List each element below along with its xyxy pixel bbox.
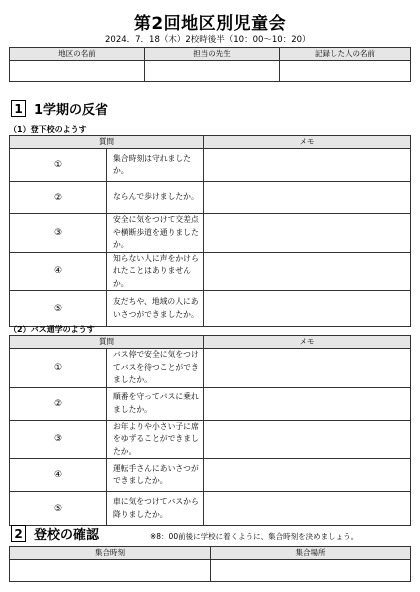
table-row [10,459,411,492]
memo-field[interactable] [204,182,411,214]
memo-field[interactable] [204,252,411,291]
question-text: 車に気をつけてバスから降りましたか。 [107,492,204,526]
section2-heading [11,524,99,543]
col-question: 質問 [10,336,204,349]
col-teacher: 担当の先生 [145,48,280,61]
section2-number: 2 [11,525,26,542]
table-row [10,420,411,459]
question-text: 安全に気をつけて交差点や横断歩道を通りましたか。 [107,214,204,253]
col-meeting-place: 集合場所 [211,547,411,560]
date-line: 2024．7．18（木）2校時後半（10：00～10：20） [105,35,311,45]
row-number: ⑤ [10,492,107,526]
table-row [10,291,411,327]
row-number: ② [10,387,107,420]
memo-field[interactable] [204,291,411,327]
row-number: ① [10,349,107,388]
table-row [10,182,411,214]
row-number: ① [10,149,107,182]
question-text: 集合時刻は守れましたか。 [107,149,204,182]
col-area-name: 地区の名前 [10,48,145,61]
question-text: 運転手さんにあいさつができましたか。 [107,459,204,492]
table-row [10,214,411,253]
meeting-table [9,546,411,582]
question-text: ならんで歩けましたか。 [107,182,204,214]
question-text: お年よりや小さい子に席をゆずることができましたか。 [107,420,204,459]
section1-heading [11,99,108,118]
memo-field[interactable] [204,420,411,459]
row-number: ④ [10,252,107,291]
page-title: 第2回地区別児童会 [133,14,287,34]
col-meeting-time: 集合時刻 [10,547,211,560]
section1-title: 1学期の反省 [34,103,109,118]
row-number: ② [10,182,107,214]
memo-field[interactable] [204,492,411,526]
section2-title: 登校の確認 [34,528,100,543]
row-number: ⑤ [10,291,107,327]
bus-table [9,335,411,526]
sub2-title: （2）バス通学のようす [9,325,95,334]
area-name-field[interactable] [10,61,145,82]
sub1-title: （1）登下校のようす [9,125,87,134]
question-text: 順番を守ってバスに乗れましたか。 [107,387,204,420]
col-memo: メモ [204,136,411,149]
commute-table [9,135,411,327]
row-number: ③ [10,420,107,459]
meeting-time-field[interactable] [10,560,211,582]
table-row [10,252,411,291]
memo-field[interactable] [204,387,411,420]
table-row [10,349,411,388]
teacher-field[interactable] [145,61,280,82]
memo-field[interactable] [204,459,411,492]
table-row [10,387,411,420]
col-question: 質問 [10,136,204,149]
memo-field[interactable] [204,149,411,182]
memo-field[interactable] [204,349,411,388]
col-memo: メモ [204,336,411,349]
row-number: ③ [10,214,107,253]
section2-note: ※8：00前後に学校に着くように、集合時刻を決めましょう。 [150,532,359,541]
meeting-place-field[interactable] [211,560,411,582]
row-number: ④ [10,459,107,492]
col-recorder: 記録した人の名前 [280,48,411,61]
question-text: 知らない人に声をかけられたことはありませんか。 [107,252,204,291]
question-text: 友だちや、地域の人にあいさつができましたか。 [107,291,204,327]
info-table [9,47,411,82]
recorder-field[interactable] [280,61,411,82]
question-text: バス停で安全に気をつけてバスを待つことができましたか。 [107,349,204,388]
memo-field[interactable] [204,214,411,253]
table-row [10,492,411,526]
table-row [10,149,411,182]
section1-number: 1 [11,100,26,117]
